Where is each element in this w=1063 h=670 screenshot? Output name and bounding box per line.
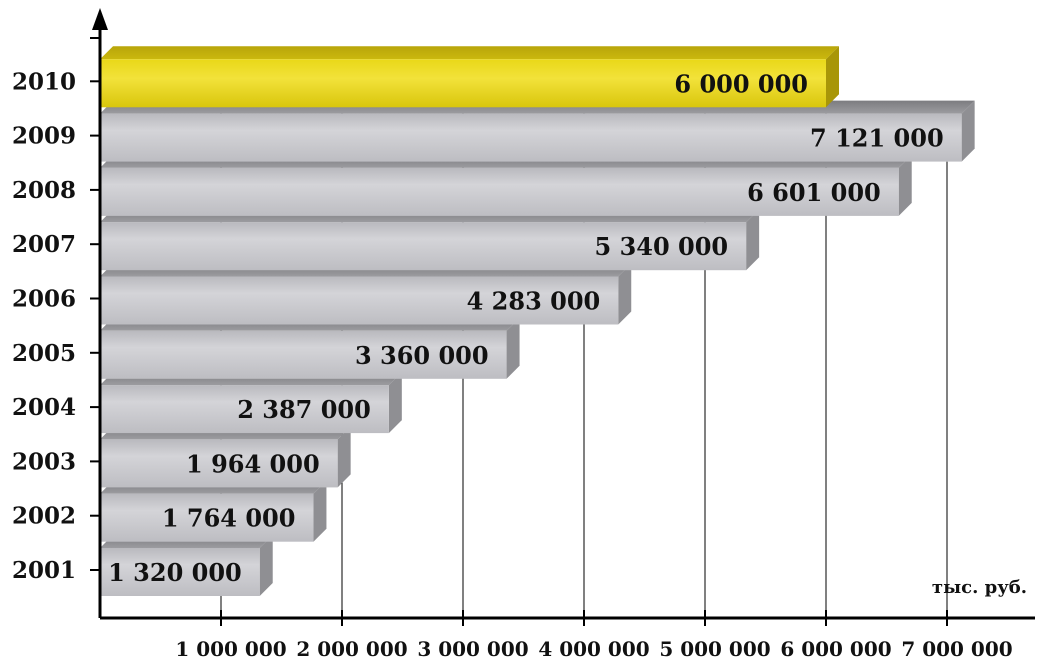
y-tick-label: 2008 <box>11 176 77 204</box>
x-tick-label: 2 000 000 <box>296 637 408 661</box>
bar-value-label: 6 000 000 <box>674 69 808 99</box>
y-tick-label: 2009 <box>11 122 77 150</box>
bar-value-label: 1 764 000 <box>161 503 296 533</box>
y-tick-label: 2003 <box>11 448 77 476</box>
y-tick-label: 2004 <box>11 394 77 422</box>
bar-value-label: 2 387 000 <box>237 395 371 425</box>
y-axis-arrow <box>92 8 108 30</box>
bar-value-label: 4 283 000 <box>466 286 601 316</box>
bar-value-label: 1 320 000 <box>108 558 242 587</box>
bar-value-label: 5 340 000 <box>594 232 729 262</box>
y-tick-label: 2010 <box>11 68 77 96</box>
y-tick-label: 2005 <box>11 339 77 367</box>
x-tick-label: 6 000 000 <box>780 637 892 661</box>
bar-top-face <box>100 46 839 59</box>
x-tick-label: 5 000 000 <box>659 637 771 661</box>
x-axis-unit-label: тыс. руб. <box>931 577 1027 598</box>
bar-value-label: 6 601 000 <box>747 177 881 207</box>
y-tick-label: 2002 <box>11 502 77 530</box>
x-tick-label: 3 000 000 <box>417 637 529 661</box>
bar-value-label: 1 964 000 <box>186 449 320 479</box>
y-tick-label: 2001 <box>11 557 77 584</box>
y-tick-label: 2006 <box>11 285 77 313</box>
x-tick-label: 7 000 000 <box>901 637 1013 661</box>
y-tick-label: 2007 <box>11 231 77 259</box>
x-tick-label: 1 000 000 <box>175 637 287 661</box>
x-tick-label: 4 000 000 <box>538 637 650 661</box>
bar-value-label: 7 121 000 <box>810 123 944 153</box>
bar-value-label: 3 360 000 <box>354 340 489 370</box>
